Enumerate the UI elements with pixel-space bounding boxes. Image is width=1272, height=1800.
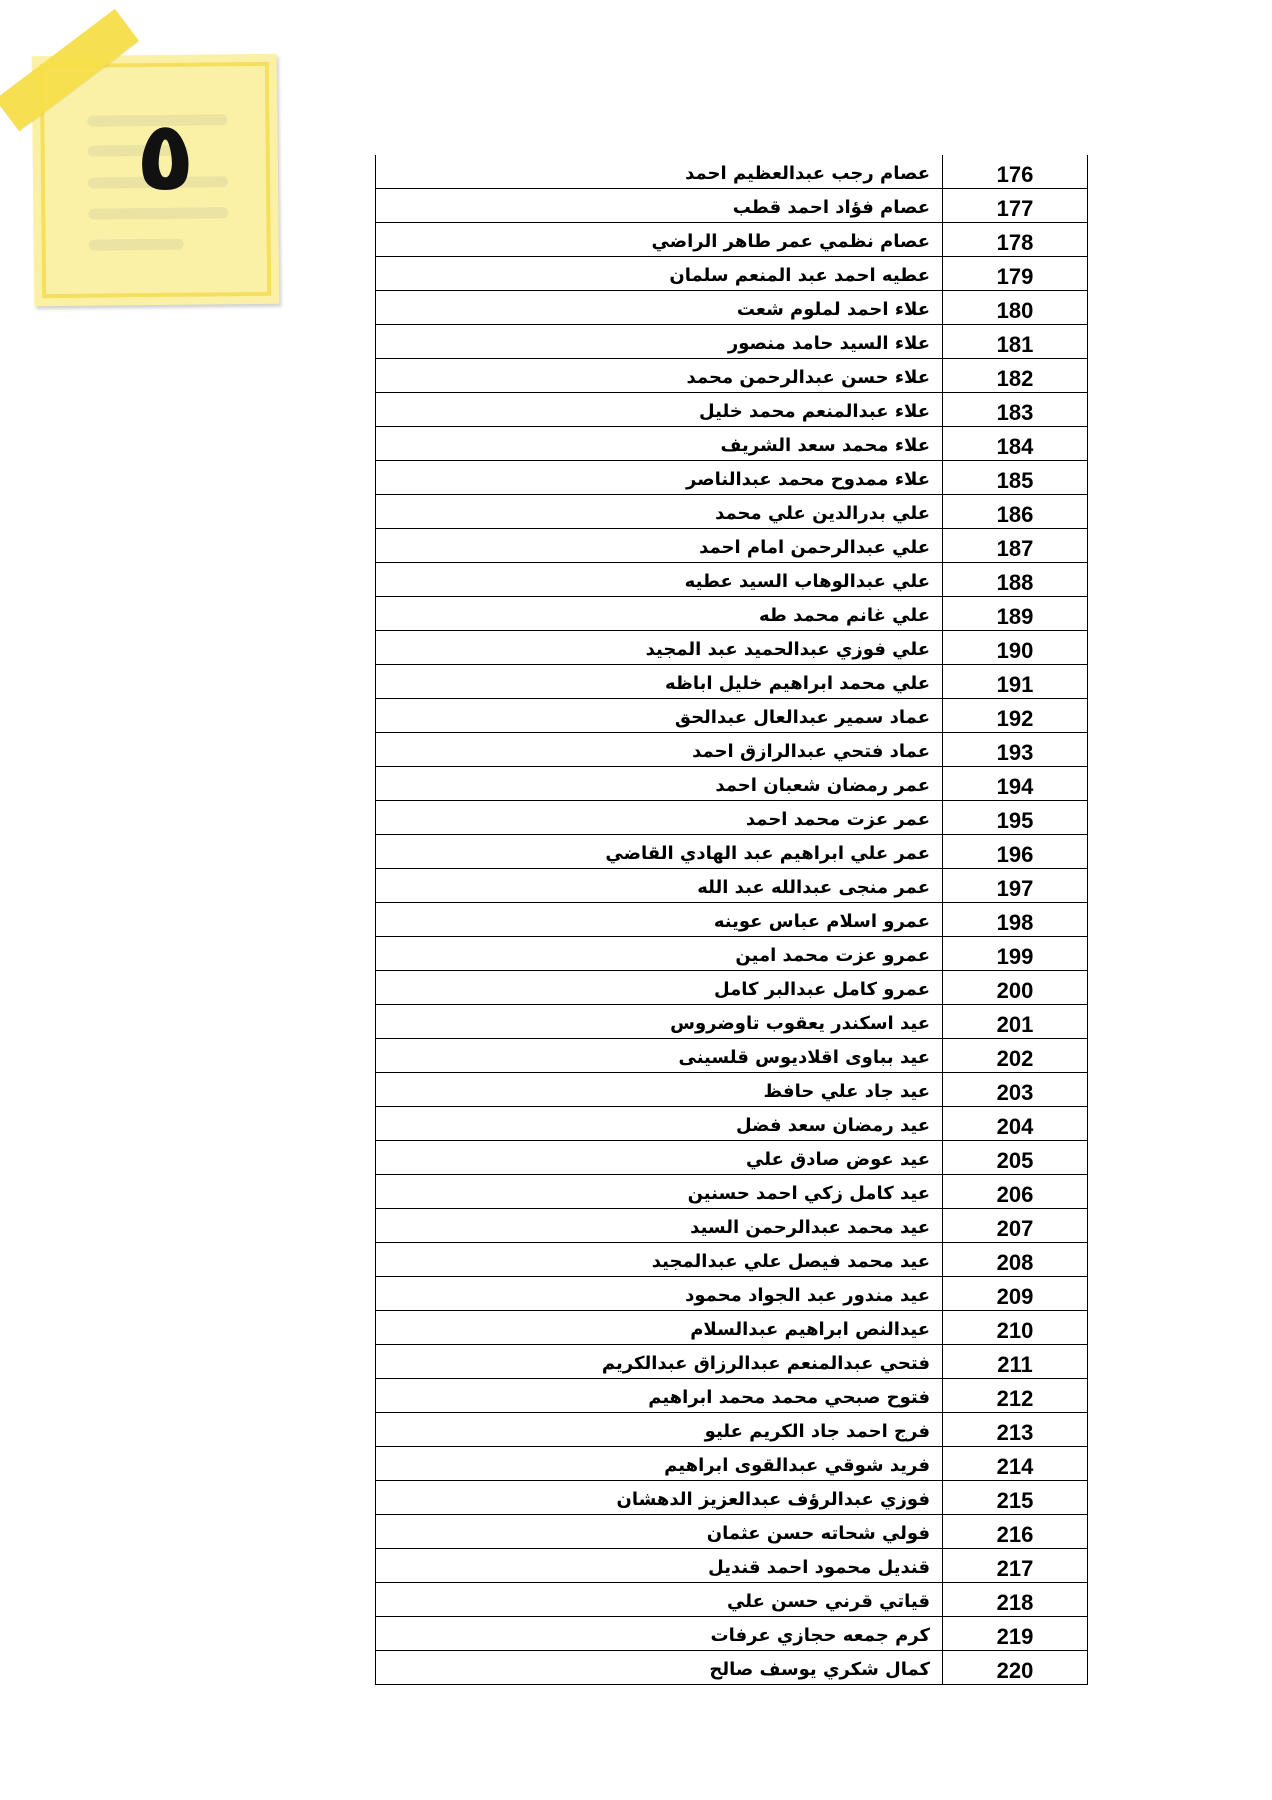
table-row — [376, 801, 1088, 835]
table-row — [376, 1209, 1088, 1243]
table-row — [376, 1141, 1088, 1175]
table-row — [376, 1379, 1088, 1413]
number-cell: 184 — [943, 427, 1088, 461]
number-cell: 186 — [943, 495, 1088, 529]
name-cell: عيد محمد فيصل علي عبدالمجيد — [376, 1243, 943, 1277]
number-cell: 182 — [943, 359, 1088, 393]
name-cell: علي عبدالرحمن امام احمد — [376, 529, 943, 563]
table-row — [376, 1617, 1088, 1651]
number-cell: 208 — [943, 1243, 1088, 1277]
table-row — [376, 325, 1088, 359]
number-cell: 206 — [943, 1175, 1088, 1209]
name-cell: عيد رمضان سعد فضل — [376, 1107, 943, 1141]
name-cell: عصام فؤاد احمد قطب — [376, 189, 943, 223]
name-cell: عمرو اسلام عباس عوينه — [376, 903, 943, 937]
name-cell: كمال شكري يوسف صالح — [376, 1651, 943, 1685]
number-cell: 187 — [943, 529, 1088, 563]
number-cell: 211 — [943, 1345, 1088, 1379]
name-cell: عيد بباوى اقلاديوس قلسينى — [376, 1039, 943, 1073]
table-row — [376, 155, 1088, 189]
name-cell: عيد اسكندر يعقوب تاوضروس — [376, 1005, 943, 1039]
number-cell: 180 — [943, 291, 1088, 325]
number-cell: 197 — [943, 869, 1088, 903]
name-cell: علي غانم محمد طه — [376, 597, 943, 631]
table-row — [376, 1515, 1088, 1549]
number-cell: 185 — [943, 461, 1088, 495]
number-cell: 216 — [943, 1515, 1088, 1549]
name-cell: علاء ممدوح محمد عبدالناصر — [376, 461, 943, 495]
number-cell: 181 — [943, 325, 1088, 359]
table-row — [376, 733, 1088, 767]
table-row — [376, 1039, 1088, 1073]
name-cell: عيدالنص ابراهيم عبدالسلام — [376, 1311, 943, 1345]
number-cell: 193 — [943, 733, 1088, 767]
name-cell: علاء السيد حامد منصور — [376, 325, 943, 359]
table-row — [376, 461, 1088, 495]
number-cell: 217 — [943, 1549, 1088, 1583]
table-row — [376, 1549, 1088, 1583]
number-cell: 176 — [943, 155, 1088, 189]
number-cell: 202 — [943, 1039, 1088, 1073]
number-cell: 196 — [943, 835, 1088, 869]
number-cell: 177 — [943, 189, 1088, 223]
name-cell: قنديل محمود احمد قنديل — [376, 1549, 943, 1583]
number-cell: 188 — [943, 563, 1088, 597]
name-cell: عيد كامل زكي احمد حسنين — [376, 1175, 943, 1209]
name-cell: علي عبدالوهاب السيد عطيه — [376, 563, 943, 597]
number-cell: 198 — [943, 903, 1088, 937]
table-row — [376, 427, 1088, 461]
name-cell: عمر رمضان شعبان احمد — [376, 767, 943, 801]
name-cell: فتوح صبحي محمد محمد ابراهيم — [376, 1379, 943, 1413]
number-cell: 178 — [943, 223, 1088, 257]
number-cell: 213 — [943, 1413, 1088, 1447]
name-cell: علي محمد ابراهيم خليل اباظه — [376, 665, 943, 699]
table-row — [376, 529, 1088, 563]
number-cell: 191 — [943, 665, 1088, 699]
number-cell: 207 — [943, 1209, 1088, 1243]
name-cell: فوزي عبدالرؤف عبدالعزيز الدهشان — [376, 1481, 943, 1515]
number-cell: 195 — [943, 801, 1088, 835]
name-cell: عصام رجب عبدالعظيم احمد — [376, 155, 943, 189]
table-row — [376, 257, 1088, 291]
number-cell: 210 — [943, 1311, 1088, 1345]
table-row — [376, 563, 1088, 597]
names-table-body — [376, 155, 1088, 1685]
number-cell: 189 — [943, 597, 1088, 631]
table-row — [376, 665, 1088, 699]
name-cell: علاء عبدالمنعم محمد خليل — [376, 393, 943, 427]
name-cell: عمر عزت محمد احمد — [376, 801, 943, 835]
table-row — [376, 971, 1088, 1005]
name-cell: عمر منجى عبدالله عبد الله — [376, 869, 943, 903]
table-row — [376, 1175, 1088, 1209]
number-cell: 214 — [943, 1447, 1088, 1481]
table-row — [376, 1447, 1088, 1481]
number-cell: 209 — [943, 1277, 1088, 1311]
name-cell: عماد سمير عبدالعال عبدالحق — [376, 699, 943, 733]
table-row — [376, 1651, 1088, 1685]
number-cell: 212 — [943, 1379, 1088, 1413]
table-row — [376, 495, 1088, 529]
table-row — [376, 631, 1088, 665]
number-cell: 219 — [943, 1617, 1088, 1651]
table-row — [376, 393, 1088, 427]
number-cell: 192 — [943, 699, 1088, 733]
table-row — [376, 223, 1088, 257]
number-cell: 179 — [943, 257, 1088, 291]
number-cell: 203 — [943, 1073, 1088, 1107]
name-cell: عيد محمد عبدالرحمن السيد — [376, 1209, 943, 1243]
number-cell: 204 — [943, 1107, 1088, 1141]
number-cell: 215 — [943, 1481, 1088, 1515]
table-row — [376, 1481, 1088, 1515]
name-cell: فولي شحاته حسن عثمان — [376, 1515, 943, 1549]
table-row — [376, 189, 1088, 223]
name-cell: علاء محمد سعد الشريف — [376, 427, 943, 461]
table-row — [376, 699, 1088, 733]
table-row — [376, 835, 1088, 869]
table-row — [376, 937, 1088, 971]
number-cell: 220 — [943, 1651, 1088, 1685]
number-cell: 190 — [943, 631, 1088, 665]
number-cell: 205 — [943, 1141, 1088, 1175]
name-cell: عمرو كامل عبدالبر كامل — [376, 971, 943, 1005]
table-row — [376, 359, 1088, 393]
name-cell: علاء احمد لملوم شعت — [376, 291, 943, 325]
table-row — [376, 1311, 1088, 1345]
name-cell: علي فوزي عبدالحميد عبد المجيد — [376, 631, 943, 665]
name-cell: فريد شوقي عبدالقوى ابراهيم — [376, 1447, 943, 1481]
table-row — [376, 597, 1088, 631]
note-line — [89, 239, 184, 251]
name-cell: كرم جمعه حجازي عرفات — [376, 1617, 943, 1651]
number-cell: 200 — [943, 971, 1088, 1005]
name-cell: علي بدرالدين علي محمد — [376, 495, 943, 529]
table-row — [376, 1107, 1088, 1141]
name-cell: عيد عوض صادق علي — [376, 1141, 943, 1175]
number-cell: 199 — [943, 937, 1088, 971]
name-cell: فتحي عبدالمنعم عبدالرزاق عبدالكريم — [376, 1345, 943, 1379]
number-cell: 194 — [943, 767, 1088, 801]
name-cell: عمر علي ابراهيم عبد الهادي القاضي — [376, 835, 943, 869]
table-row — [376, 1073, 1088, 1107]
table-row — [376, 1345, 1088, 1379]
table-row — [376, 1583, 1088, 1617]
table-row — [376, 1243, 1088, 1277]
table-row — [376, 1005, 1088, 1039]
page-number: ٥ — [136, 100, 195, 212]
name-cell: عيد مندور عبد الجواد محمود — [376, 1277, 943, 1311]
number-cell: 201 — [943, 1005, 1088, 1039]
name-cell: عماد فتحي عبدالرازق احمد — [376, 733, 943, 767]
table-row — [376, 1413, 1088, 1447]
number-cell: 218 — [943, 1583, 1088, 1617]
number-cell: 183 — [943, 393, 1088, 427]
table-row — [376, 291, 1088, 325]
name-cell: عطيه احمد عبد المنعم سلمان — [376, 257, 943, 291]
table-row — [376, 903, 1088, 937]
name-cell: عصام نظمي عمر طاهر الراضي — [376, 223, 943, 257]
name-cell: علاء حسن عبدالرحمن محمد — [376, 359, 943, 393]
name-cell: عيد جاد علي حافظ — [376, 1073, 943, 1107]
name-cell: عمرو عزت محمد امين — [376, 937, 943, 971]
name-cell: فرج احمد جاد الكريم عليو — [376, 1413, 943, 1447]
names-table — [375, 155, 1088, 1685]
table-row — [376, 1277, 1088, 1311]
table-row — [376, 767, 1088, 801]
table-row — [376, 869, 1088, 903]
name-cell: قياتي قرني حسن علي — [376, 1583, 943, 1617]
